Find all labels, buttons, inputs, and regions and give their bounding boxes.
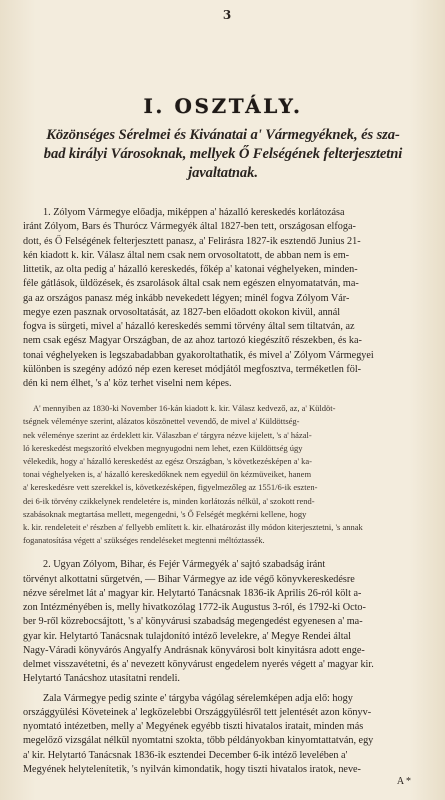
text-line: a' kir. Helytartó Tanácsnak 1836-ik esztendei December 6-ik intéző levelében a' (23, 749, 348, 761)
text-line: fogva is sürgeti, mivel a' házalló kereskedés semmi törvény által sem tiltatván, az (23, 321, 355, 332)
text-line: iránt Zólyom, Bars és Thurócz Vármegyék által 1827-ben tett, országosan elfoga- (23, 221, 356, 233)
note-line: dei 6-ik törvény czikkelynek rendeletére is, minden korlátozás nélkül, a' szokott rend- (23, 495, 315, 506)
text-line: Nagy-Váradi könyvárós Angyalfy Andrásnak könyvárosi bolt kinyitásra adott enge- (23, 644, 365, 656)
catchword: A * (396, 776, 411, 788)
subtitle-line: Közönséges Sérelmei és Kivánatai a' Vármegyéknek, és sza- (46, 127, 400, 143)
page-number: 3 (222, 8, 232, 22)
text-line: törvényt alkottatni sürgetvén, — Bihar Vármegye az ide végő könyvkereskedésre (23, 573, 355, 585)
text-line: delmet visszavétetni, és a' nevezett könyvárust engedelem nyerés végett a' magyar kir. (23, 659, 374, 671)
note-line: ló kereskedést megszorító elvekben megnyugodni nem lehet, ezen Küldöttség úgy (23, 442, 303, 453)
text-line: féle gátlások, üldözések, és zsarolások által csak nem egészen elnyomatatván, ma- (23, 278, 359, 290)
note-line: szabásoknak megtartása mellett, megengedni, 's Ő Felségét megkérni kellene, hogy (23, 508, 307, 519)
committee-note (23, 402, 423, 547)
text-line: Zala Vármegye pedig szinte e' tárgyba vágólag sérelemképen adja elő: hogy (43, 692, 353, 704)
paragraph-2 (23, 558, 423, 686)
note-line: foganatosítása végett a' szükséges rendeléseket megtenni méltóztassék. (23, 535, 265, 546)
text-line: nem csak egész Magyar Országban, de az ahoz tartozó kiegészítő részekben, és ka- (23, 335, 362, 347)
text-line: nézve sérelmet lát a' magyar kir. Helytartó Tanácsnak 1836-ik Aprilis 26-ról költ a- (23, 587, 362, 599)
subtitle-line: javaltatnak. (188, 165, 258, 181)
text-line: 2. Ugyan Zólyom, Bihar, és Fejér Vármegyék a' sajtó szabadság iránt (43, 559, 326, 571)
section-heading: I. OSZTÁLY. (143, 94, 303, 118)
text-line: megye ezen pasznak orvosoltatását, az 1827-ben előadott okokon kivül, annál (23, 306, 341, 318)
text-line: ga az országos panasz még inkább nevekedett légyen; minél fogva Zólyom Vár- (23, 292, 350, 304)
paragraph-1 (23, 206, 423, 391)
text-line: Megyének helytelenítetik, 's nyilván kimondatik, hogy tiszti hivatalos iratok, neve- (23, 763, 361, 775)
text-line: tonai véghelyeken is legszabadabban gyakoroltathatik, és mivel a' Zólyom Vármegyei (23, 349, 374, 361)
section-subtitle (23, 126, 423, 183)
subtitle-line: bad királyi Városoknak, mellyek Ő Felségének felterjesztetni (43, 146, 403, 162)
text-line: zon Intézményében is, melly hivatkozólag 1772-ik Augustus 3-ról, és 1792-ki Octo- (23, 602, 366, 614)
text-line: dott, és Ő Felségének felterjesztett panasz, a' Felirásra 1827-ik esztendő Junius 21- (23, 235, 361, 247)
note-line: vélekedik, hogy a' házalló kereskedést az egész Országban, 's következésképen a' ka- (23, 456, 312, 467)
text-line: 1. Zólyom Vármegye előadja, miképpen a' házalló kereskedés korlátozása (43, 207, 345, 218)
note-line: A' mennyiben az 1830-ki November 16-kán kiadott k. kir. Válasz kedvező, az, a' Küldöt- (33, 403, 336, 414)
note-line: nek véleménye szerint az érdeklett kir. Válaszban e' tárgyra nézve kijelett, 's a' házal- (23, 429, 312, 440)
text-line: kén kiadott k. kir. Válasz által nem csak nem orvosoltatott, de abban nem is em- (23, 249, 350, 261)
text-line: országgyülési Követeinek a' legközelebbi Országgyülésről tett jelentését azon könyv- (23, 706, 372, 718)
note-line: k. kir. rendeleteit e' részben a' fellyebb említett k. kir. elhatározást illy módon kiterjesztetni, 's annak (23, 522, 363, 533)
text-line: gyar kir. Helytartó Tanácsnak tulajdonító intéző levelekre, a' Megye Rendei által (23, 630, 351, 642)
paragraph-3 (23, 692, 423, 778)
note-line: tonai véghelyeken is, a' házalló kereskedőknek nem egyedül ön kézmüveiket, hanem (23, 469, 312, 480)
note-line: tségnek véleménye szerint, alázatos köszönettel vevendő, de mivel a' Küldöttség- (23, 416, 300, 427)
text-line: ber 9-ről közrebocsájtott, 's a' könyvárusi szabadság megengedést egyenesen a' ma- (23, 616, 363, 628)
text-line: dén ki nem élhet, 's a' köz terhet viselni nem képes. (23, 378, 232, 389)
note-line: a' kereskedésre vett szerekkel is, következésképen, figyelmezőleg az 1551/6-ik eszten- (23, 482, 318, 493)
text-line: littetik, az olta pedig a' házalló kereskedés, főkép a' katonai véghelyeken, minden- (23, 264, 358, 275)
text-line: Helytartó Tanácshoz utasítatni rendeli. (23, 673, 180, 685)
text-line: megelőző vizsgálat nélkül nyomtatni szokta, tőbb példányokban kinyomtattatván, egy (23, 735, 374, 747)
text-line: különben is szegény adózó nép ezen kereset módjától megfosztva, terméketlen föl- (23, 363, 362, 375)
text-line: nyomtató intézetben, melly a' Megyének egyébb tiszti hivatalos iratait, minden más (23, 721, 364, 733)
